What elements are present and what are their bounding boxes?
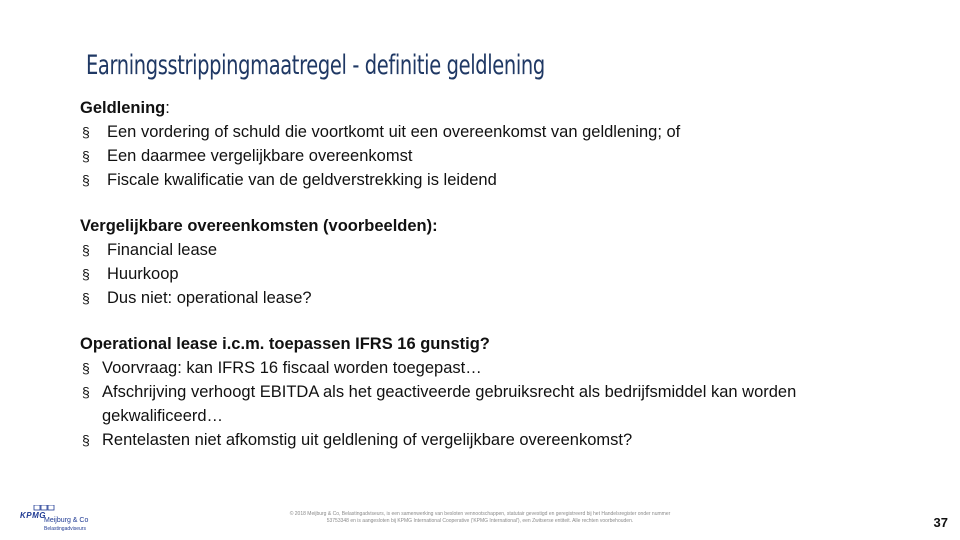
list-item-text: Een vordering of schuld die voortkomt uit een overeenkomst van geldlening; of <box>107 123 681 141</box>
section-heading: Vergelijkbare overeenkomsten (voorbeelden): <box>80 217 438 235</box>
bullet-icon: § <box>82 432 90 448</box>
bullet-icon: § <box>82 384 90 400</box>
section-geldlening <box>80 96 900 192</box>
list-item-text: Financial lease <box>107 241 218 259</box>
section-heading: Operational lease i.c.m. toepassen IFRS 16 gunstig? <box>80 335 490 353</box>
bullet-list <box>80 238 900 310</box>
section-operational-lease <box>80 332 900 452</box>
list-item-text: Fiscale kwalificatie van de geldverstrekking is leidend <box>107 171 497 189</box>
bullet-list <box>80 356 900 452</box>
legal-line: 53753348 en is aangesloten bij KPMG International Cooperative ('KPMG International'), een Zwitserse entiteit. Alle rechten voorbehouden. <box>326 518 634 524</box>
bullet-icon: § <box>82 290 90 306</box>
slide-title: Earningsstrippingmaatregel - definitie geldlening <box>86 50 545 81</box>
list-item-text: Afschrijving verhoogt EBITDA als het geactiveerde gebruiksrecht als bedrijfsmiddel kan worden gekwalificeerd… <box>102 383 797 425</box>
heading-suffix: : <box>165 99 170 117</box>
bullet-icon: § <box>82 172 90 188</box>
legal-line: © 2018 Meijburg & Co, Belastingadviseurs, is een samenwerking van besloten vennootschappen, statutair gevestigd en geregistreerd bij het Handelsregister onder nummer <box>289 511 671 517</box>
bullet-icon: § <box>82 148 90 164</box>
legal-disclaimer <box>250 511 710 525</box>
bullet-icon: § <box>82 242 90 258</box>
list-item <box>80 428 900 452</box>
list-item-text: Een daarmee vergelijkbare overeenkomst <box>107 147 413 165</box>
list-item <box>80 356 900 380</box>
section-heading <box>80 96 900 120</box>
list-item <box>80 238 900 262</box>
list-item-text: Rentelasten niet afkomstig uit geldlening of vergelijkbare overeenkomst? <box>102 431 633 449</box>
bullet-list <box>80 120 900 192</box>
firm-name: Meijburg & Co <box>44 517 89 524</box>
bullet-icon: § <box>82 360 90 376</box>
list-item-text: Huurkoop <box>107 265 179 283</box>
firm-subtitle: Belastingadviseurs <box>44 526 86 532</box>
bullet-icon: § <box>82 124 90 140</box>
page-number: 37 <box>933 515 948 530</box>
list-item <box>80 380 900 428</box>
heading-text: Geldlening <box>80 99 166 117</box>
kpmg-logo <box>18 503 108 537</box>
list-item <box>80 168 900 192</box>
section-vergelijkbare-overeenkomsten <box>80 214 900 310</box>
bullet-icon: § <box>82 266 90 282</box>
list-item <box>80 144 900 168</box>
list-item <box>80 286 900 310</box>
list-item <box>80 262 900 286</box>
kpmg-wordmark: KPMG <box>20 511 46 520</box>
list-item <box>80 120 900 144</box>
list-item-text: Voorvraag: kan IFRS 16 fiscaal worden toegepast… <box>102 359 482 377</box>
list-item-text: Dus niet: operational lease? <box>107 289 312 307</box>
slide-content <box>80 96 900 474</box>
